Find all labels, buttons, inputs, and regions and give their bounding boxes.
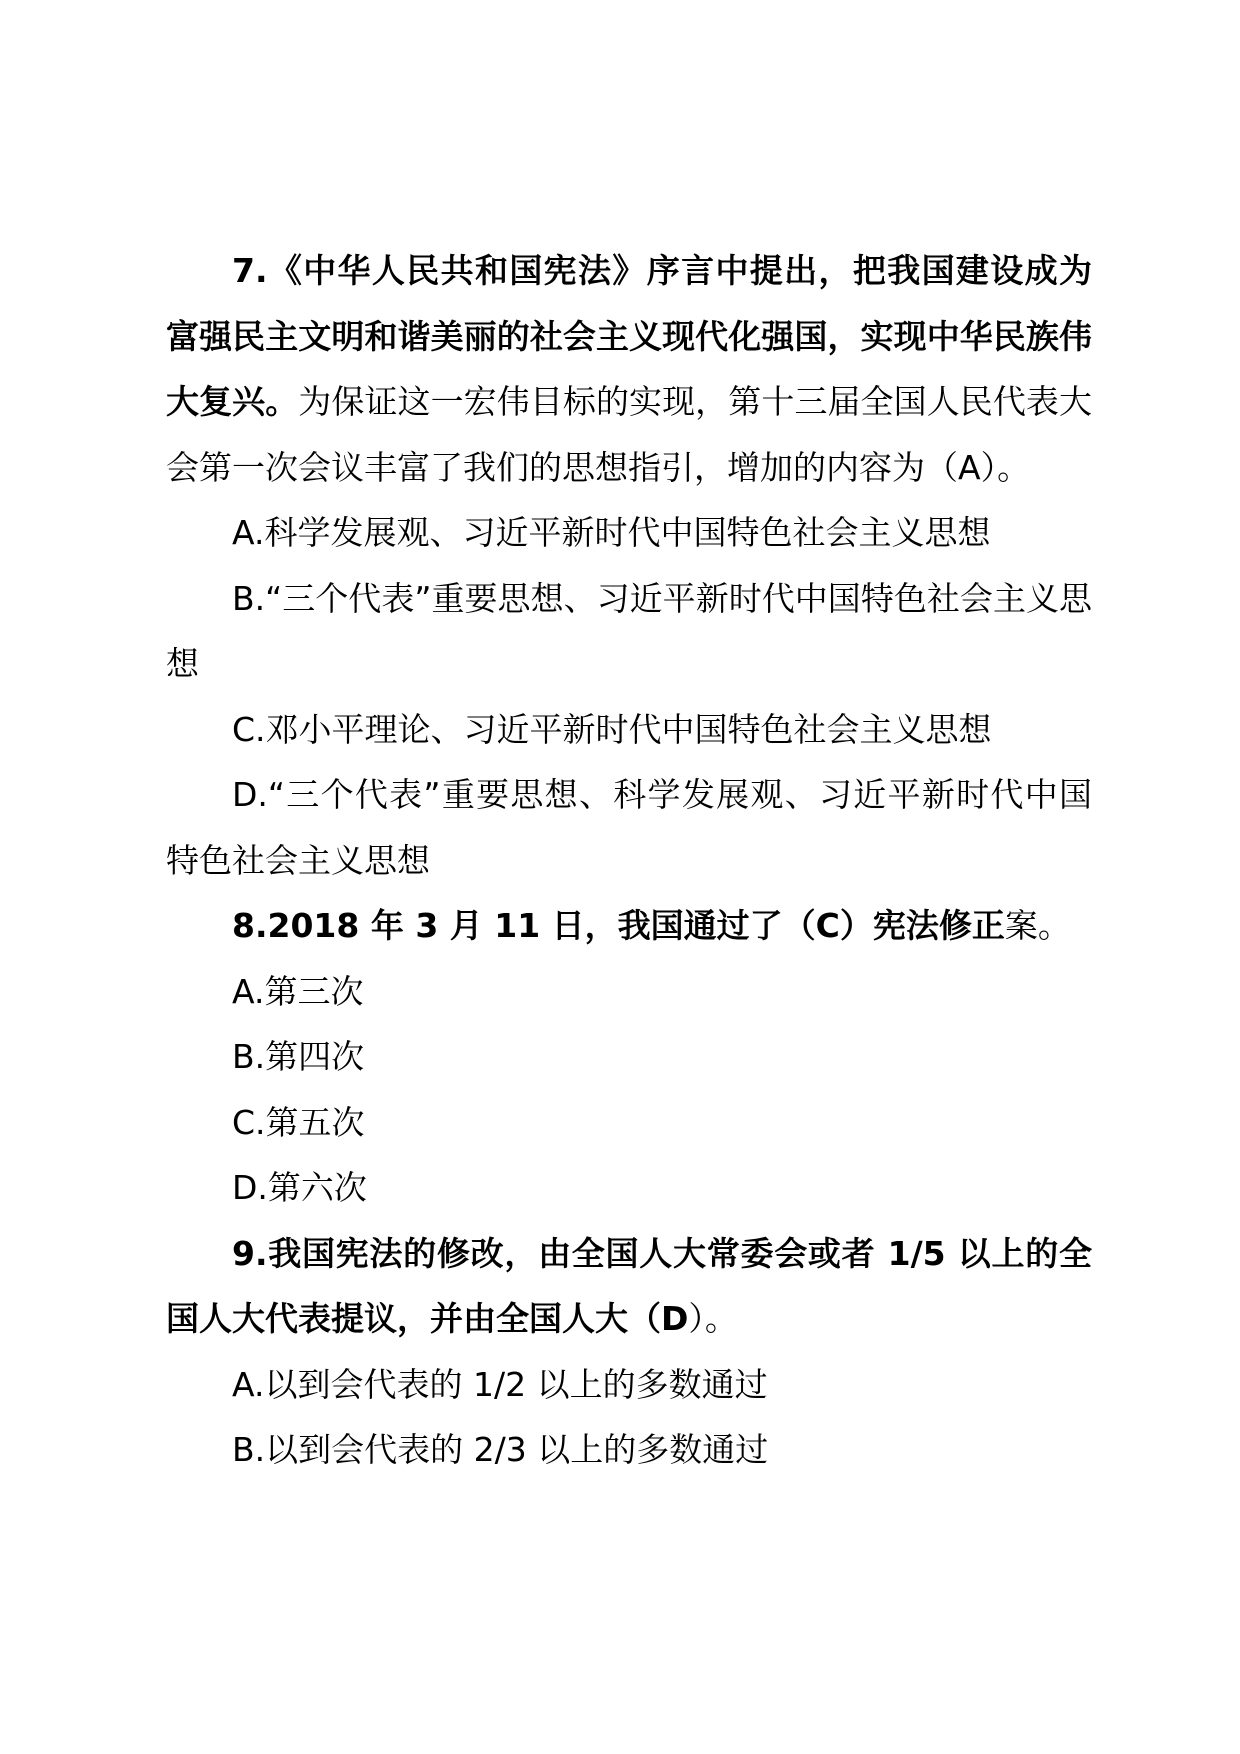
question-8-option-b: B.第四次 <box>232 1037 365 1076</box>
question-7-option-b: B.“三个代表”重要思想、习近平新时代中国特色社会主义思想 <box>166 578 1092 683</box>
question-8-stem-rest: 案。 <box>1004 906 1071 945</box>
question-7-stem-bold: 7.《中华人民共和国宪法》序言中提出，把我国建设成为富强民主文明和谐美丽的社会主义现代化强国，实现中华民族伟大复兴。 <box>166 251 1092 421</box>
question-9-stem <box>166 1221 1092 1352</box>
question-7-option-c: C.邓小平理论、习近平新时代中国特色社会主义思想 <box>232 709 992 749</box>
document-body <box>166 238 1092 1483</box>
question-9-stem-bold: 9.我国宪法的修改，由全国人大常委会或者 1/5 以上的全国人大代表提议，并由全国人大（D <box>166 1233 1092 1338</box>
question-7-option-a: A.科学发展观、习近平新时代中国特色社会主义思想 <box>232 513 991 552</box>
question-8-stem <box>166 893 1092 959</box>
question-7-stem <box>166 238 1092 500</box>
question-8-option-d: D.第六次 <box>232 1168 367 1207</box>
question-9-option-a: A.以到会代表的 1/2 以上的多数通过 <box>232 1364 768 1404</box>
question-9-stem-rest: ）。 <box>688 1299 738 1338</box>
question-9-option-b: B.以到会代表的 2/3 以上的多数通过 <box>232 1430 769 1469</box>
question-8-option-a: A.第三次 <box>232 971 364 1011</box>
question-7-option-d: D.“三个代表”重要思想、科学发展观、习近平新时代中国特色社会主义思想 <box>166 775 1092 880</box>
question-7-stem-rest: 为保证这一宏伟目标的实现，第十三届全国人民代表大会第一次会议丰富了我们的思想指引，增加的内容为（A）。 <box>166 382 1093 487</box>
question-8-option-c: C.第五次 <box>232 1102 365 1142</box>
question-8-stem-bold: 8.2018 年 3 月 11 日，我国通过了（C）宪法修正 <box>232 906 1005 945</box>
